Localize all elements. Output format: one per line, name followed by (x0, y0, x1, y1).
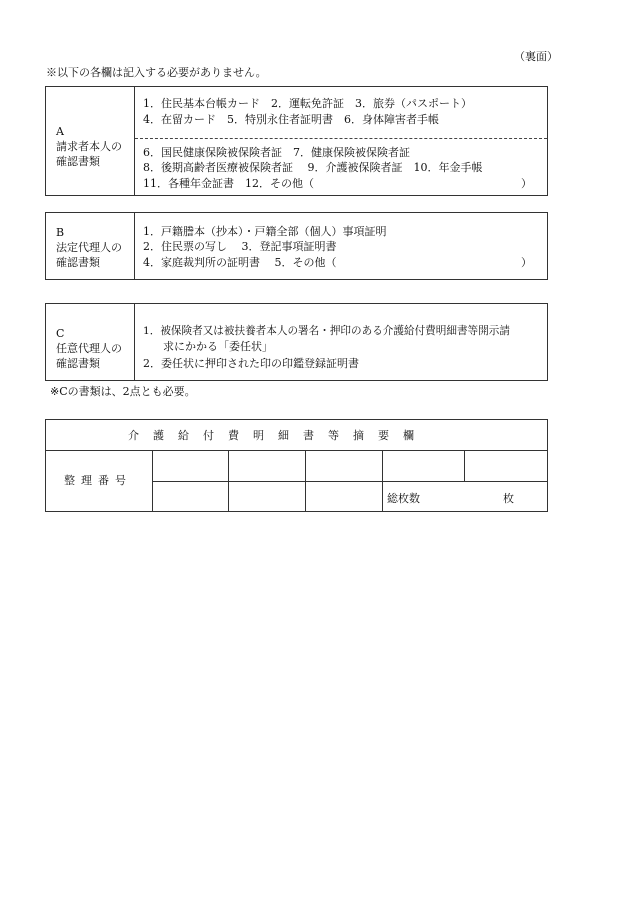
section-c-line-2: 求にかかる「委任状」 (163, 340, 273, 353)
section-c-footnote: ※Cの書類は、2点とも必要。 (50, 385, 196, 398)
section-a-line-5: 11．各種年金証書 12．その他（ (143, 177, 314, 190)
summary-middle-rule (152, 481, 548, 482)
section-c-label-line1: 任意代理人の (56, 342, 122, 355)
section-a-line-3: 6．国民健康保険被保険者証 7．健康保険被保険者証 (143, 146, 410, 159)
summary-table-title: 介護給付費明細書等摘要欄 (128, 429, 428, 442)
summary-col-divider-3 (305, 450, 306, 512)
section-b-divider (134, 212, 135, 280)
section-c-letter: C (56, 327, 65, 340)
notice-text: ※以下の各欄は記入する必要がありません。 (46, 66, 267, 79)
section-a-close-paren: ） (521, 177, 532, 190)
section-b-line-2: 2．住民票の写し 3．登記事項証明書 (143, 240, 337, 253)
section-c-divider (134, 303, 135, 381)
section-b-letter: B (56, 226, 65, 239)
section-b-close-paren: ） (521, 256, 532, 269)
section-a-letter: A (56, 125, 64, 138)
summary-total-label: 総枚数 (387, 492, 420, 505)
section-c-label-line2: 確認書類 (56, 357, 100, 370)
section-c-line-3: 2．委任状に押印された印の印鑑登録証明書 (143, 357, 359, 370)
summary-row-label: 整理番号 (64, 474, 132, 487)
section-a-dashed-separator (135, 138, 547, 139)
section-b-line-3: 4．家庭裁判所の証明書 5．その他（ (143, 256, 337, 269)
section-a-line-2: 4．在留カード 5．特別永住者証明書 6．身体障害者手帳 (143, 113, 439, 126)
section-b-line-1: 1．戸籍謄本（抄本）・戸籍全部（個人）事項証明 (143, 225, 387, 238)
summary-col-divider-2 (228, 450, 229, 512)
section-c-line-1: 1．被保険者又は被扶養者本人の署名・押印のある介護給付費明細書等開示請 (143, 325, 510, 337)
section-a-line-4: 8．後期高齢者医療被保険者証 9．介護被保険者証 10．年金手帳 (143, 161, 483, 174)
section-a-divider (134, 86, 135, 196)
section-b-label-line2: 確認書類 (56, 256, 100, 269)
section-b-label-line1: 法定代理人の (56, 241, 122, 254)
summary-col-divider-4 (382, 450, 383, 512)
summary-unit-label: 枚 (503, 492, 514, 505)
page-side-label: （裏面） (514, 50, 558, 63)
summary-header-rule (45, 450, 548, 451)
summary-col-divider-5 (464, 450, 465, 481)
section-a-label-line1: 請求者本人の (56, 140, 122, 153)
summary-col-divider-1 (152, 450, 153, 512)
section-a-line-1: 1．住民基本台帳カード 2．運転免許証 3．旅券（パスポート） (143, 97, 472, 110)
section-a-label-line2: 確認書類 (56, 155, 100, 168)
